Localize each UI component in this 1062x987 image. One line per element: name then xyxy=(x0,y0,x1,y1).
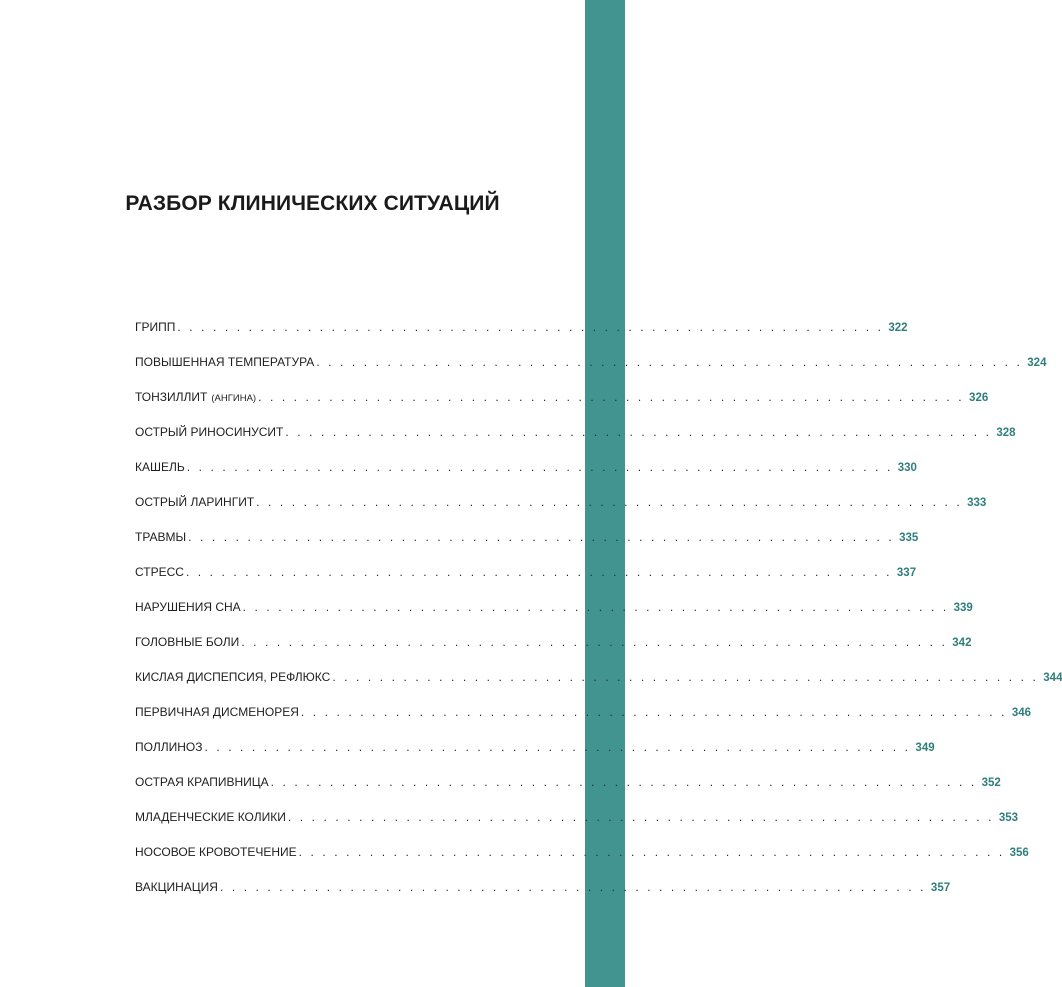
toc-entry-title xyxy=(135,528,186,546)
table-of-contents xyxy=(135,318,1062,913)
toc-entry-title-text: МЛАДЕНЧЕСКИЕ КОЛИКИ xyxy=(135,810,286,824)
toc-entry-title-text: ТОНЗИЛЛИТ xyxy=(135,390,208,404)
toc-entry[interactable] xyxy=(135,388,989,423)
toc-dot-leader: . . . . . . . . . . . . . . . . . . . . . . . . . . . . . . . . . . . . . . . . . . . . . . . . . . . . . . . . . . . . xyxy=(204,740,911,754)
toc-entry-title xyxy=(135,353,314,371)
toc-entry-title xyxy=(135,493,254,511)
toc-entry[interactable] xyxy=(135,598,973,633)
toc-entry-title-text: ГРИПП xyxy=(135,320,176,334)
toc-entry-title-text: ВАКЦИНАЦИЯ xyxy=(135,880,218,894)
toc-dot-leader: . . . . . . . . . . . . . . . . . . . . . . . . . . . . . . . . . . . . . . . . . . . . . . . . . . . . . . . . . . . . xyxy=(177,320,884,334)
toc-entry[interactable] xyxy=(135,773,1001,808)
toc-entry-page-number: 349 xyxy=(915,742,935,754)
toc-dot-leader: . . . . . . . . . . . . . . . . . . . . . . . . . . . . . . . . . . . . . . . . . . . . . . . . . . . . . . . . . . . . xyxy=(219,880,927,894)
toc-dot-leader: . . . . . . . . . . . . . . . . . . . . . . . . . . . . . . . . . . . . . . . . . . . . . . . . . . . . . . . . . . . . xyxy=(241,635,948,649)
toc-entry-page-number: 326 xyxy=(969,392,989,404)
toc-entry-title-text: НАРУШЕНИЯ СНА xyxy=(135,600,241,614)
toc-entry[interactable] xyxy=(135,318,908,353)
toc-entry-title xyxy=(135,563,184,581)
toc-entry-title-text: ОСТРАЯ КРАПИВНИЦА xyxy=(135,775,269,789)
toc-entry-title xyxy=(135,388,256,408)
toc-entry-title xyxy=(135,423,283,441)
toc-entry-page-number: 356 xyxy=(1009,847,1029,859)
toc-entry[interactable] xyxy=(135,738,935,773)
toc-entry[interactable] xyxy=(135,493,987,528)
toc-entry-title xyxy=(135,668,330,686)
toc-dot-leader: . . . . . . . . . . . . . . . . . . . . . . . . . . . . . . . . . . . . . . . . . . . . . . . . . . . . . . . . . . . . xyxy=(300,705,1008,719)
toc-entry-title xyxy=(135,878,218,896)
toc-entry-title-text: НОСОВОЕ КРОВОТЕЧЕНИЕ xyxy=(135,845,297,859)
toc-dot-leader: . . . . . . . . . . . . . . . . . . . . . . . . . . . . . . . . . . . . . . . . . . . . . . . . . . . . . . . . . . . . xyxy=(287,810,995,824)
toc-entry-page-number: 357 xyxy=(930,882,951,894)
toc-entry-title-text: ПЕРВИЧНАЯ ДИСМЕНОРЕЯ xyxy=(135,705,299,719)
toc-dot-leader: . . . . . . . . . . . . . . . . . . . . . . . . . . . . . . . . . . . . . . . . . . . . . . . . . . . . . . . . . . . . xyxy=(258,390,965,404)
toc-dot-leader: . . . . . . . . . . . . . . . . . . . . . . . . . . . . . . . . . . . . . . . . . . . . . . . . . . . . . . . . . . . . xyxy=(242,600,949,614)
toc-entry-title-text: ТРАВМЫ xyxy=(135,530,187,544)
toc-entry[interactable] xyxy=(135,458,917,493)
toc-entry-title-text: ОСТРЫЙ РИНОСИНУСИТ xyxy=(135,425,284,439)
toc-dot-leader: . . . . . . . . . . . . . . . . . . . . . . . . . . . . . . . . . . . . . . . . . . . . . . . . . . . . . . . . . . . . xyxy=(298,845,1005,859)
toc-entry-title-text: ПОЛЛИНОЗ xyxy=(135,740,203,754)
toc-entry-page-number: 346 xyxy=(1011,707,1032,719)
toc-entry-title xyxy=(135,458,185,476)
toc-entry-title-text: ОСТРЫЙ ЛАРИНГИТ xyxy=(135,495,255,509)
toc-dot-leader: . . . . . . . . . . . . . . . . . . . . . . . . . . . . . . . . . . . . . . . . . . . . . . . . . . . . . . . . . . . . xyxy=(270,775,977,789)
toc-entry-title-text: КИСЛАЯ ДИСПЕПСИЯ, РЕФЛЮКС xyxy=(135,670,331,684)
toc-entry-title xyxy=(135,738,202,756)
toc-entry[interactable] xyxy=(135,528,919,563)
toc-dot-leader: . . . . . . . . . . . . . . . . . . . . . . . . . . . . . . . . . . . . . . . . . . . . . . . . . . . . . . . . . . . . xyxy=(186,460,893,474)
toc-entry-title xyxy=(135,633,239,651)
toc-entry-note: (АНГИНА) xyxy=(211,393,257,404)
toc-entry-page-number: 352 xyxy=(981,777,1001,789)
toc-dot-leader: . . . . . . . . . . . . . . . . . . . . . . . . . . . . . . . . . . . . . . . . . . . . . . . . . . . . . . . . . . . . xyxy=(185,565,893,579)
toc-entry[interactable] xyxy=(135,843,1029,878)
toc-entry-title-text: КАШЕЛЬ xyxy=(135,460,185,474)
toc-entry-page-number: 337 xyxy=(896,567,917,579)
toc-entry-page-number: 324 xyxy=(1027,357,1047,369)
toc-entry[interactable] xyxy=(135,633,972,668)
toc-entry[interactable] xyxy=(135,878,951,913)
toc-dot-leader: . . . . . . . . . . . . . . . . . . . . . . . . . . . . . . . . . . . . . . . . . . . . . . . . . . . . . . . . . . . . xyxy=(256,495,963,509)
page-title: РАЗБОР КЛИНИЧЕСКИХ СИТУАЦИЙ xyxy=(125,192,500,215)
toc-entry-title-text: ГОЛОВНЫЕ БОЛИ xyxy=(135,635,240,649)
toc-entry-page-number: 339 xyxy=(953,602,973,614)
toc-entry-title xyxy=(135,773,269,791)
toc-entry[interactable] xyxy=(135,563,917,598)
toc-entry-title xyxy=(135,318,175,336)
toc-dot-leader: . . . . . . . . . . . . . . . . . . . . . . . . . . . . . . . . . . . . . . . . . . . . . . . . . . . . . . . . . . . . xyxy=(316,355,1023,369)
toc-entry-page-number: 328 xyxy=(996,427,1016,439)
toc-entry-title-text: ПОВЫШЕННАЯ ТЕМПЕРАТУРА xyxy=(135,355,315,369)
toc-entry[interactable] xyxy=(135,423,1016,458)
toc-entry-page-number: 342 xyxy=(952,637,972,649)
toc-entry[interactable] xyxy=(135,668,1062,703)
toc-entry-page-number: 322 xyxy=(888,322,908,334)
toc-entry-page-number: 353 xyxy=(998,812,1019,824)
toc-entry-page-number: 333 xyxy=(967,497,987,509)
toc-entry-page-number: 330 xyxy=(897,462,917,474)
toc-dot-leader: . . . . . . . . . . . . . . . . . . . . . . . . . . . . . . . . . . . . . . . . . . . . . . . . . . . . . . . . . . . . xyxy=(332,670,1039,684)
toc-entry-title xyxy=(135,808,286,826)
toc-dot-leader: . . . . . . . . . . . . . . . . . . . . . . . . . . . . . . . . . . . . . . . . . . . . . . . . . . . . . . . . . . . . xyxy=(188,530,895,544)
toc-entry[interactable] xyxy=(135,703,1032,738)
toc-entry[interactable] xyxy=(135,353,1047,388)
toc-entry-title xyxy=(135,843,297,861)
toc-entry-title-text: СТРЕСС xyxy=(135,565,184,579)
toc-entry-page-number: 344 xyxy=(1043,672,1062,684)
toc-entry-title xyxy=(135,598,241,616)
toc-dot-leader: . . . . . . . . . . . . . . . . . . . . . . . . . . . . . . . . . . . . . . . . . . . . . . . . . . . . . . . . . . . . xyxy=(285,425,992,439)
toc-entry-title xyxy=(135,703,299,721)
toc-entry-page-number: 335 xyxy=(899,532,919,544)
toc-entry[interactable] xyxy=(135,808,1019,843)
